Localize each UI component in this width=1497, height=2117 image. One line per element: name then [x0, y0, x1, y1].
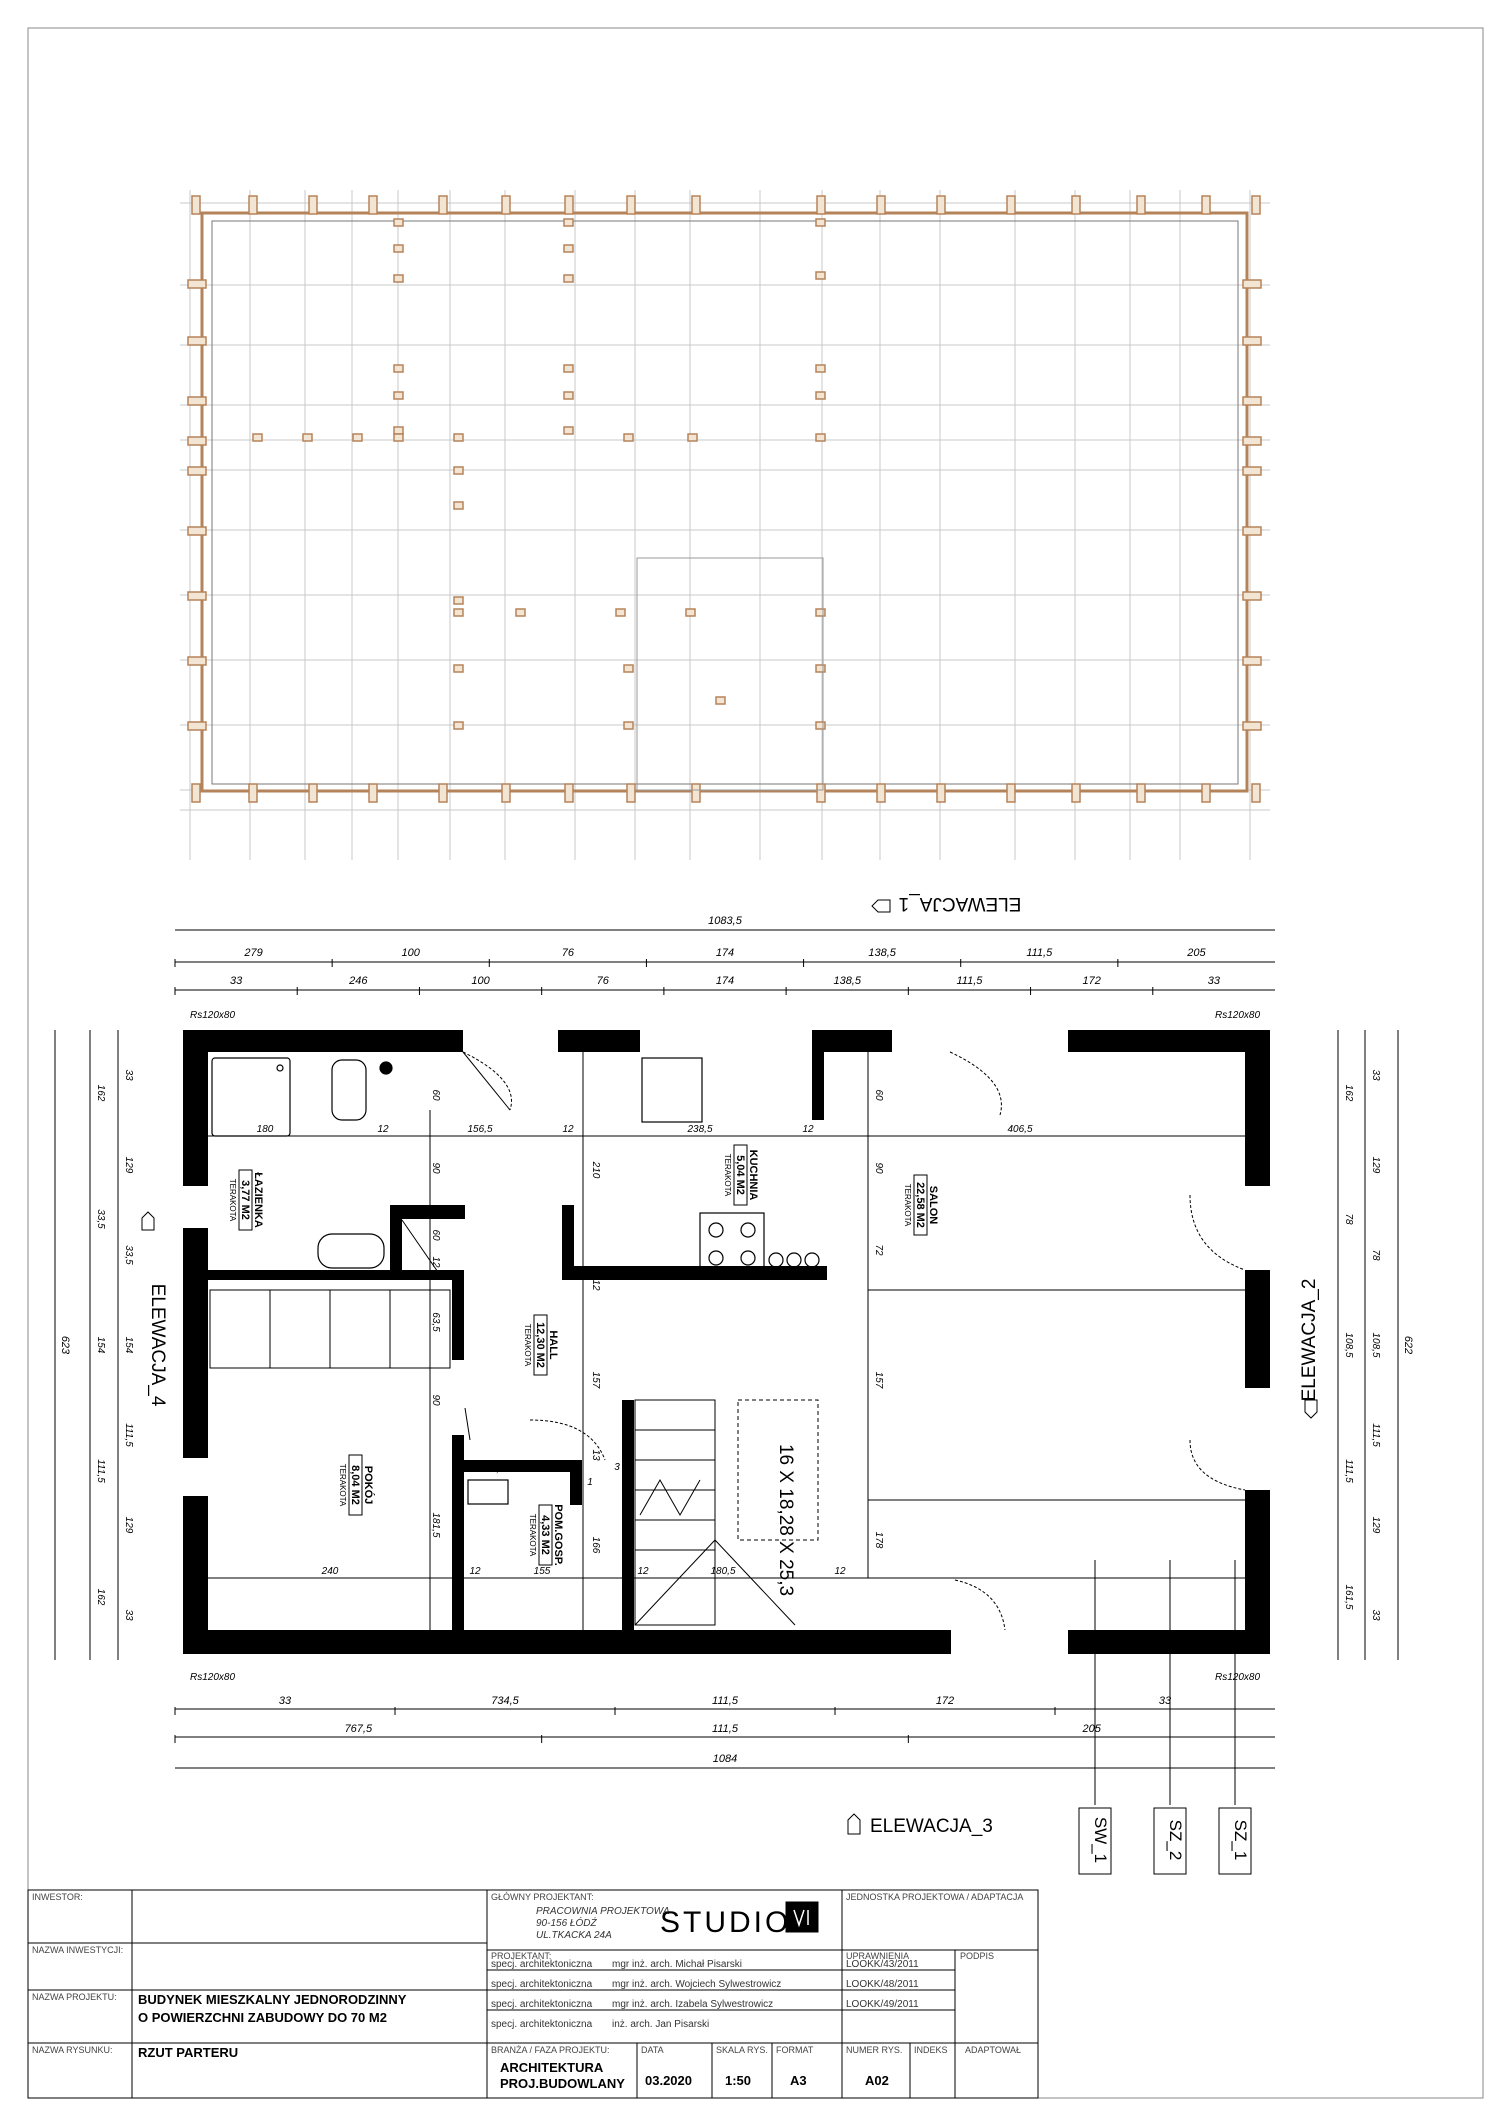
timber-post [1202, 784, 1210, 802]
interior-dim-label: 210 [590, 1161, 601, 1179]
dim-label: 172 [1082, 975, 1101, 987]
branza-line2: PROJ.BUDOWLANY [500, 2076, 625, 2091]
dim-top-row2 [175, 975, 1221, 995]
label-jednostka: JEDNOSTKA PROJEKTOWA / ADAPTACJA [846, 1892, 1024, 1902]
timber-post [309, 196, 317, 214]
timber-post [1007, 784, 1015, 802]
timber-post [616, 609, 625, 616]
interior-dim-label: 13 [590, 1449, 601, 1461]
dim-label: 205 [1187, 947, 1206, 959]
room-name: ŁAZIENKA [252, 1172, 264, 1228]
dim-label: 78 [1370, 1249, 1381, 1261]
timber-post [627, 196, 635, 214]
timber-post [1072, 196, 1080, 214]
dim-label: 154 [123, 1336, 134, 1354]
timber-post [1137, 196, 1145, 214]
interior-dim-label: 60 [873, 1089, 884, 1101]
timber-post [454, 609, 463, 616]
interior-dim-label: 60 [430, 1229, 441, 1241]
timber-frame-plan [180, 190, 1270, 860]
designer-spec: specj. architektoniczna [491, 2019, 593, 2030]
timber-post [624, 722, 633, 729]
column-label-top-left: Rs120x80 [190, 1010, 236, 1021]
timber-post [564, 365, 573, 372]
timber-post [454, 722, 463, 729]
dim-label: 33,5 [123, 1245, 134, 1265]
timber-post [188, 337, 206, 345]
interior-dim-label: 63,5 [430, 1312, 441, 1332]
dim-label: 205 [1082, 1723, 1101, 1735]
dim-label: 172 [935, 1695, 955, 1707]
label-skala: SKALA RYS. [716, 2045, 768, 2055]
elevation-4-label: ELEWACJA_4 [147, 1283, 168, 1407]
firm-line3: UL.TKACKA 24A [536, 1930, 612, 1941]
dim-right [1343, 1069, 1381, 1621]
room-area: 5,04 M2 [734, 1155, 746, 1195]
interior-dim-label: 12 [377, 1124, 389, 1135]
timber-post [564, 219, 573, 226]
room-floor: TERAKOTA [723, 1153, 732, 1197]
timber-post [565, 196, 573, 214]
frame-opening [637, 558, 823, 790]
timber-post [565, 784, 573, 802]
designers-list [491, 1959, 919, 2030]
interior-dim-label: 157 [590, 1371, 601, 1389]
timber-post [394, 245, 403, 252]
timber-post [564, 392, 573, 399]
timber-post [564, 427, 573, 434]
dim-label: 33 [229, 975, 243, 987]
interior-dim-label: 12 [469, 1566, 481, 1577]
designer-license: LOOKK/48/2011 [846, 1979, 919, 1990]
room-area: 3,77 M2 [239, 1180, 251, 1220]
timber-post [188, 280, 206, 288]
elevation-1-arrow-icon [872, 900, 890, 912]
dim-label: 111,5 [123, 1423, 134, 1447]
timber-post [188, 397, 206, 405]
dim-label: 111,5 [1370, 1423, 1381, 1447]
label-projektant: PROJEKTANT: [491, 1951, 552, 1961]
dim-label: 246 [349, 975, 368, 987]
designer-spec: specj. architektoniczna [491, 1959, 593, 1970]
timber-post [188, 722, 206, 730]
timber-post [394, 434, 403, 441]
timber-post [1072, 784, 1080, 802]
dim-label: 111,5 [712, 1723, 738, 1735]
dim-label: 33 [1370, 1609, 1381, 1621]
timber-post [516, 609, 525, 616]
timber-post [816, 272, 825, 279]
frame-grid-lines [180, 190, 1270, 860]
timber-post [816, 722, 825, 729]
elevation-1-label: ELEWACJA_1 [898, 893, 1022, 914]
timber-post [303, 434, 312, 441]
numer-value: A02 [865, 2073, 889, 2088]
section-label: SW_1 [1091, 1816, 1110, 1864]
elevation-3-label: ELEWACJA_3 [870, 1816, 993, 1837]
interior-dim-label: 180 [256, 1124, 274, 1135]
room-name: POM.GOSP. [552, 1504, 564, 1566]
dim-label: 734,5 [491, 1695, 519, 1707]
bathroom-fixtures [212, 1058, 819, 1504]
dim-label: 129 [123, 1156, 134, 1174]
room-name: KUCHNIA [747, 1149, 759, 1201]
interior-dim-label: 406,5 [1007, 1124, 1033, 1135]
timber-post [817, 196, 825, 214]
label-podpis: PODPIS [960, 1951, 995, 1961]
room-name: HALL [547, 1330, 559, 1360]
interior-dim-label: 178 [873, 1531, 884, 1549]
format-value: A3 [790, 2073, 807, 2088]
timber-post [454, 434, 463, 441]
elevation-4-arrow-icon [142, 1212, 154, 1230]
timber-post [816, 434, 825, 441]
designer-name: inż. arch. Jan Pisarski [612, 2019, 710, 2030]
interior-dim-label: 238,5 [687, 1124, 713, 1135]
dim-label: 33 [123, 1069, 134, 1081]
dim-label: 33 [278, 1695, 292, 1707]
timber-post [192, 196, 200, 214]
drawing-name: RZUT PARTERU [138, 2045, 239, 2060]
timber-post [369, 784, 377, 802]
timber-post [253, 434, 262, 441]
dim-label: 33 [1158, 1695, 1172, 1707]
timber-post [502, 196, 510, 214]
data-value: 03.2020 [645, 2073, 692, 2088]
label-numer: NUMER RYS. [846, 2045, 903, 2055]
timber-post [502, 784, 510, 802]
timber-post [1202, 196, 1210, 214]
room-area: 22,58 M2 [914, 1182, 926, 1228]
branza-line1: ARCHITEKTURA [500, 2060, 604, 2075]
interior-lines [208, 1052, 1245, 1630]
dim-label: 174 [715, 947, 735, 959]
interior-dim-label: 90 [873, 1162, 884, 1174]
timber-post [192, 784, 200, 802]
room-label [903, 1175, 939, 1235]
dim-label: 108,5 [1370, 1332, 1381, 1358]
dim-label: 76 [561, 947, 574, 959]
label-nazwa-rysunku: NAZWA RYSUNKU: [32, 2045, 113, 2055]
label-format: FORMAT [776, 2045, 814, 2055]
timber-post [564, 245, 573, 252]
interior-dim-label: 156,5 [467, 1124, 493, 1135]
interior-dim-label: 90 [430, 1162, 441, 1174]
room-name: SALON [927, 1185, 939, 1225]
dim-label: 162 [1343, 1084, 1354, 1102]
timber-post [394, 392, 403, 399]
timber-post [1137, 784, 1145, 802]
timber-post [454, 597, 463, 604]
label-data: DATA [641, 2045, 664, 2055]
timber-post [688, 434, 697, 441]
timber-post [624, 434, 633, 441]
interior-dim-label: 12 [637, 1566, 649, 1577]
dim-right-total: 622 [1402, 1335, 1414, 1355]
utility-boiler [468, 1480, 508, 1504]
timber-post [1243, 467, 1261, 475]
dim-label: 279 [244, 947, 263, 959]
dim-label: 161,5 [1343, 1584, 1354, 1610]
room-label [338, 1455, 375, 1515]
timber-post [937, 196, 945, 214]
designer-name: mgr inż. arch. Wojciech Sylwestrowicz [612, 1979, 782, 1990]
label-nazwa-inwestycji: NAZWA INWESTYCJI: [32, 1945, 124, 1955]
stairs-label: 16 X 18,28 X 25,3 [775, 1443, 796, 1597]
timber-post [188, 592, 206, 600]
frame-posts [188, 196, 1261, 802]
designer-name: mgr inż. arch. Michał Pisarski [612, 1959, 743, 1970]
timber-post [1252, 196, 1260, 214]
interior-dim-label: 1 [587, 1477, 593, 1488]
timber-post [692, 784, 700, 802]
interior-dim-label: 60 [430, 1089, 441, 1101]
timber-post [877, 784, 885, 802]
room-floor: TERAKOTA [523, 1323, 532, 1367]
toilet [332, 1060, 366, 1120]
firm-line2: 90-156 ŁÓDŹ [536, 1918, 597, 1929]
timber-post [816, 665, 825, 672]
designer-license: LOOKK/49/2011 [846, 1999, 919, 2010]
column-label-bottom-left: Rs120x80 [190, 1672, 236, 1683]
interior-dim-label: 180,5 [710, 1566, 736, 1577]
elevation-2-arrow-icon [1305, 1400, 1317, 1418]
pipe-icon [380, 1062, 392, 1074]
room-floor: TERAKOTA [903, 1183, 912, 1227]
interior-dim-label: 72 [873, 1244, 884, 1256]
dim-label: 100 [471, 975, 490, 987]
timber-post [1243, 337, 1261, 345]
designer-name: mgr inż. arch. Izabela Sylwestrowicz [612, 1999, 774, 2010]
label-nazwa-projektu: NAZWA PROJEKTU: [32, 1992, 117, 2002]
dim-label: 100 [401, 947, 420, 959]
timber-post [394, 427, 403, 434]
label-uprawnienia: UPRAWNIENIA [846, 1951, 910, 1961]
interior-dim-label: 157 [873, 1371, 884, 1389]
dim-label: 162 [95, 1084, 106, 1102]
project-name-line2: O POWIERZCHNI ZABUDOWY DO 70 M2 [138, 2010, 387, 2025]
dim-label: 108,5 [1343, 1332, 1354, 1358]
dim-label: 138,5 [833, 975, 861, 987]
timber-post [1252, 784, 1260, 802]
elevation-1-marker [872, 893, 1021, 914]
designer-license: LOOKK/43/2011 [846, 1959, 919, 1970]
timber-post [369, 196, 377, 214]
interior-dim-label: 12 [430, 1256, 441, 1268]
designer-spec: specj. architektoniczna [491, 1979, 593, 1990]
dim-label: 154 [95, 1336, 106, 1354]
label-adaptowal: ADAPTOWAŁ [965, 2045, 1022, 2055]
timber-post [249, 196, 257, 214]
room-label [228, 1170, 264, 1230]
dim-label: 111,5 [1343, 1459, 1354, 1483]
dim-bottom-row2 [175, 1723, 1102, 1743]
designer-spec: specj. architektoniczna [491, 1999, 593, 2010]
interior-dim-label: 12 [590, 1279, 601, 1291]
dim-label: 33 [123, 1609, 134, 1621]
timber-post [394, 275, 403, 282]
timber-post [188, 527, 206, 535]
dim-label: 33 [1207, 975, 1221, 987]
timber-post [394, 365, 403, 372]
column-label-bottom-right: Rs120x80 [1215, 1672, 1261, 1683]
timber-post [937, 784, 945, 802]
dim-left [95, 1069, 134, 1621]
room-label [528, 1504, 564, 1566]
dim-label: 174 [715, 975, 735, 987]
dim-bottom-total: 1084 [712, 1753, 738, 1765]
skala-value: 1:50 [725, 2073, 752, 2088]
dim-label: 76 [596, 975, 609, 987]
dim-label: 129 [1370, 1156, 1381, 1174]
timber-post [686, 609, 695, 616]
room-floor: TERAKOTA [228, 1178, 237, 1222]
dim-label: 129 [1370, 1516, 1381, 1534]
timber-post [1243, 527, 1261, 535]
room-floor: TERAKOTA [528, 1513, 537, 1557]
interior-dim-label: 181,5 [430, 1512, 441, 1538]
elevation-3-arrow-icon [848, 1814, 860, 1834]
interior-dim-label: 12 [834, 1566, 846, 1577]
dim-label: 33 [1370, 1069, 1381, 1081]
interior-dim-label: 166 [590, 1536, 601, 1554]
bath-sink [318, 1234, 384, 1268]
interior-dim-label: 90 [569, 1464, 581, 1475]
timber-post [439, 784, 447, 802]
dim-label: 33,5 [95, 1209, 106, 1229]
timber-post [564, 275, 573, 282]
timber-post [1007, 196, 1015, 214]
timber-post [454, 665, 463, 672]
timber-post [817, 784, 825, 802]
timber-post [627, 784, 635, 802]
section-label: SZ_2 [1166, 1819, 1185, 1861]
dim-label: 111,5 [1026, 947, 1053, 959]
interior-dim-label: 90 [430, 1394, 441, 1406]
timber-post [454, 502, 463, 509]
dim-label: 111,5 [956, 975, 983, 987]
room-area: 12,30 M2 [534, 1322, 546, 1368]
dim-bottom-row1 [175, 1695, 1172, 1715]
room-label [523, 1315, 559, 1375]
interior-dim-label: 240 [321, 1566, 339, 1577]
interior-dim-label: 12 [562, 1124, 574, 1135]
dim-label: 138,5 [868, 947, 896, 959]
section-markers [1079, 1560, 1251, 1874]
timber-post [188, 437, 206, 445]
room-floor: TERAKOTA [338, 1463, 347, 1507]
interior-dim-label: 155 [533, 1566, 551, 1577]
cooktop [700, 1213, 764, 1271]
label-inwestor: INWESTOR: [32, 1892, 83, 1902]
dim-label: 78 [1343, 1213, 1354, 1225]
interior-dim-label: 3 [614, 1462, 620, 1473]
timber-post [1243, 397, 1261, 405]
timber-post [692, 196, 700, 214]
dim-label: 162 [95, 1588, 106, 1606]
title-block-text [32, 1892, 1023, 2091]
interior-dim-label: 61,5 [485, 1464, 505, 1475]
timber-post [816, 219, 825, 226]
dim-label: 767,5 [344, 1723, 373, 1735]
dim-label: 111,5 [95, 1459, 106, 1483]
timber-post [1243, 657, 1261, 665]
timber-post [1243, 722, 1261, 730]
dim-label: 129 [123, 1516, 134, 1534]
timber-post [816, 365, 825, 372]
timber-post [1243, 592, 1261, 600]
timber-post [454, 467, 463, 474]
timber-post [188, 657, 206, 665]
timber-post [309, 784, 317, 802]
firm-line1: PRACOWNIA PROJEKTOWA [536, 1906, 670, 1917]
interior-walls [208, 1052, 827, 1630]
dim-top-total: 1083,5 [708, 915, 742, 927]
project-name-line1: BUDYNEK MIESZKALNY JEDNORODZINNY [138, 1992, 407, 2007]
timber-post [249, 784, 257, 802]
timber-post [624, 665, 633, 672]
timber-post [353, 434, 362, 441]
label-indeks: INDEKS [914, 2045, 948, 2055]
timber-post [439, 196, 447, 214]
timber-post [394, 219, 403, 226]
studio-logo-text: STUDIO [660, 1906, 792, 1939]
dim-top-row1 [175, 947, 1206, 967]
timber-post [816, 392, 825, 399]
interior-dim-label: 12 [802, 1124, 814, 1135]
timber-post [716, 697, 725, 704]
dim-left-total: 623 [59, 1335, 71, 1355]
exterior-walls [183, 1030, 1270, 1654]
ground-floor-plan [55, 915, 1414, 1768]
elevation-2-label: ELEWACJA_2 [1299, 1278, 1320, 1402]
timber-post [188, 467, 206, 475]
timber-post [877, 196, 885, 214]
room-name: POKÓJ [362, 1465, 374, 1505]
dim-label: 111,5 [712, 1695, 738, 1707]
timber-post [816, 609, 825, 616]
timber-post [1243, 280, 1261, 288]
room-area: 4,33 M2 [539, 1515, 551, 1555]
room-label [723, 1145, 759, 1205]
column-label-top-right: Rs120x80 [1215, 1010, 1261, 1021]
section-label: SZ_1 [1231, 1819, 1250, 1861]
label-glowny-projektant: GŁÓWNY PROJEKTANT: [491, 1892, 594, 1902]
timber-post [1243, 437, 1261, 445]
label-branza: BRANŻA / FAZA PROJEKTU: [491, 2045, 610, 2055]
room-area: 8,04 M2 [349, 1465, 361, 1505]
kitchen-sink [642, 1058, 702, 1122]
